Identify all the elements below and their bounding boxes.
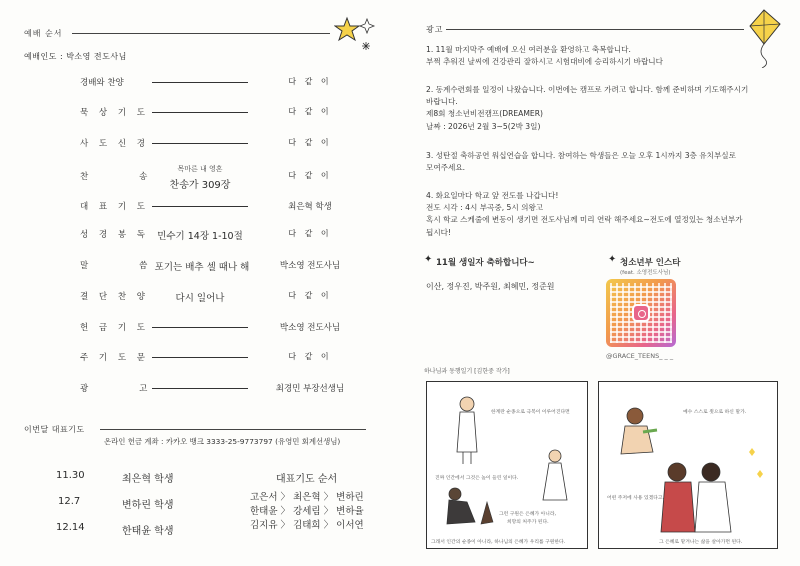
order-row xyxy=(80,76,370,104)
prayer-order-line: 한태윤 〉 강세림 〉 변하율 xyxy=(250,506,364,517)
order-title-rule xyxy=(72,33,330,34)
notice-line: 혹시 학교 스케줄에 변동이 생기면 전도사님께 미리 연락 해주세요~전도에 열정있는 청소년부가 xyxy=(426,215,743,225)
notice-line: 모여주세요. xyxy=(426,163,466,173)
prayer-person: 변하린 학생 xyxy=(122,500,174,511)
comic-panel-left xyxy=(426,381,588,549)
order-row xyxy=(80,382,370,410)
order-blank-line xyxy=(152,327,248,328)
comic-caption: 그래서 인간의 순종이 아니라, 하나님의 은혜가 우리를 구원한다. xyxy=(431,540,566,545)
order-row xyxy=(80,106,370,134)
order-row xyxy=(80,290,370,318)
order-row xyxy=(80,259,370,287)
notice-3 xyxy=(426,150,786,174)
notice-line: 제8회 청소년비전캠프(DREAMER) xyxy=(426,109,543,119)
order-person: 박소영 전도사님 xyxy=(279,323,341,333)
birthday-names: 이산, 정우진, 박주원, 최혜민, 정준원 xyxy=(426,282,555,291)
order-person: 다 같 이 xyxy=(288,229,332,238)
order-blank-line xyxy=(152,112,248,113)
order-label: 성 경 봉 독 xyxy=(80,230,149,240)
prayer-order-line: 김지유 〉 김태희 〉 이서연 xyxy=(250,520,364,531)
order-label: 찬 송 xyxy=(80,172,152,182)
notice-line: 전도 시각 : 4시 부곡중, 5시 의왕고 xyxy=(426,203,544,213)
order-row xyxy=(80,321,370,349)
order-person: 다 같 이 xyxy=(288,107,332,116)
order-person: 최은혁 학생 xyxy=(288,202,332,212)
sparkle-icon: ✦ xyxy=(424,254,433,265)
order-person: 다 같 이 xyxy=(288,171,332,180)
order-label: 주 기 도 문 xyxy=(80,353,149,363)
order-row xyxy=(80,137,370,165)
comic-caption: 예수 스스로 죗으로 하신 말가. xyxy=(683,410,747,415)
prayer-section-title: 이번달 대표기도 xyxy=(24,425,85,434)
worship-leader: 예배인도 : 박소영 전도사님 xyxy=(24,52,127,61)
order-person: 다 같 이 xyxy=(288,352,332,361)
order-blank-line xyxy=(152,357,248,358)
order-person: 최경민 부장선생님 xyxy=(275,384,345,394)
notice-line: 4. 화요일마다 학교 앞 전도를 나갑니다! xyxy=(426,191,559,200)
prayer-date: 11.30 xyxy=(56,470,85,481)
prayer-date: 12.14 xyxy=(56,522,85,533)
order-blank-line xyxy=(152,388,248,389)
comic-panel-right xyxy=(598,381,778,549)
comic-caption: 그런 구원은 은혜가 아니라, xyxy=(499,512,557,517)
prayer-order-title: 대표기도 순서 xyxy=(276,474,338,485)
notice-line: 2. 동계수련회를 일정이 나왔습니다. 이번에는 캠프로 가려고 합니다. 함께 준비하며 기도해주시기 xyxy=(426,85,749,94)
response-song: 다시 일어나 xyxy=(175,293,225,304)
order-row xyxy=(80,228,370,256)
notice-title-rule xyxy=(446,29,744,30)
instagram-subtitle: (feat. 소영전도사님) xyxy=(620,270,671,276)
order-label: 광 고 xyxy=(80,384,152,394)
instagram-qr-code[interactable] xyxy=(606,279,676,347)
comic-caption: 희망의 처주가 된다. xyxy=(507,520,549,525)
order-label: 묵 상 기 도 xyxy=(80,108,149,118)
notice-line: 됩시다! xyxy=(426,227,452,237)
prayer-date: 12.7 xyxy=(58,496,81,507)
hymn-info xyxy=(152,164,248,191)
comic-caption: 그 은혜로 맡겨나는 삶을 살아가면 된다. xyxy=(659,540,743,545)
order-section-title: 예배 순서 xyxy=(24,29,63,38)
order-blank-line xyxy=(152,206,248,207)
notice-line: 1. 11월 마지막주 예배에 오신 여러분을 환영하고 축복합니다. xyxy=(426,45,631,54)
order-label: 말 씀 xyxy=(80,261,152,271)
notice-2 xyxy=(426,84,786,133)
sermon-title: 포기는 배추 셀 때나 해 xyxy=(154,262,250,273)
comic-caption: 진짜 인간에서 그것은 높이 들린 일이다. xyxy=(435,476,519,481)
hymn-subtitle: 목마른 내 영혼 xyxy=(177,165,223,173)
birthday-title: 11월 생일자 축하합니다~ xyxy=(436,258,535,268)
order-label: 헌 금 기 도 xyxy=(80,323,149,333)
prayer-title-rule xyxy=(100,429,366,430)
order-label: 사 도 신 경 xyxy=(80,139,149,149)
order-row xyxy=(80,164,370,198)
order-row xyxy=(80,200,370,228)
order-person: 다 같 이 xyxy=(288,138,332,147)
order-blank-line xyxy=(152,143,248,144)
offering-account: 온라인 헌금 계좌 : 카카오 뱅크 3333-25-9773797 (유영민 회계선생님) xyxy=(104,437,341,446)
notice-4 xyxy=(426,190,786,239)
notice-line: 날짜 : 2026년 2월 3~5(2박 3일) xyxy=(426,121,541,131)
prayer-order-line: 고은서 〉 최은혁 〉 변하린 xyxy=(250,492,364,503)
prayer-person: 한태윤 학생 xyxy=(122,526,174,537)
order-row xyxy=(80,351,370,379)
hymn-number: 찬송가 309장 xyxy=(169,180,231,191)
order-label: 경배와 찬양 xyxy=(80,78,124,88)
comic-caption: 한계란 순종으로 극복이 이루어진다면 xyxy=(491,410,570,415)
instagram-handle: @GRACE_TEENS_ _ _ xyxy=(606,352,674,360)
scripture-reference: 민수기 14장 1-10절 xyxy=(157,231,243,242)
order-person: 다 같 이 xyxy=(288,291,332,300)
sparkle-icon: ✦ xyxy=(608,254,617,265)
comic-caption: 어떤 주저에 사용 있겠다고. xyxy=(607,496,665,501)
order-blank-line xyxy=(152,82,248,83)
comic-title: 하나님과 동행일기 [김한중 작가] xyxy=(424,368,510,375)
notice-line: 부쩍 추워진 날씨에 건강관리 잘하시고 시험대비에 승리하시기 바랍니다 xyxy=(426,57,663,67)
order-person: 박소영 전도사님 xyxy=(279,261,341,271)
instagram-title: 청소년부 인스타 xyxy=(620,258,681,268)
order-label: 결 단 찬 양 xyxy=(80,292,149,302)
order-label: 대 표 기 도 xyxy=(80,202,149,212)
order-person: 다 같 이 xyxy=(288,77,332,86)
instagram-icon xyxy=(632,304,650,322)
notice-line: 바랍니다. xyxy=(426,97,458,107)
star-icon xyxy=(334,14,384,56)
notice-section-title: 광고 xyxy=(426,25,444,34)
notice-1 xyxy=(426,44,786,68)
notice-line: 3. 성탄절 축하공연 워십연습을 합니다. 참여하는 학생들은 오늘 오후 1시까지 3층 유치부실로 xyxy=(426,151,736,160)
comic-illustration-right xyxy=(599,382,777,548)
prayer-person: 최은혁 학생 xyxy=(122,474,174,485)
